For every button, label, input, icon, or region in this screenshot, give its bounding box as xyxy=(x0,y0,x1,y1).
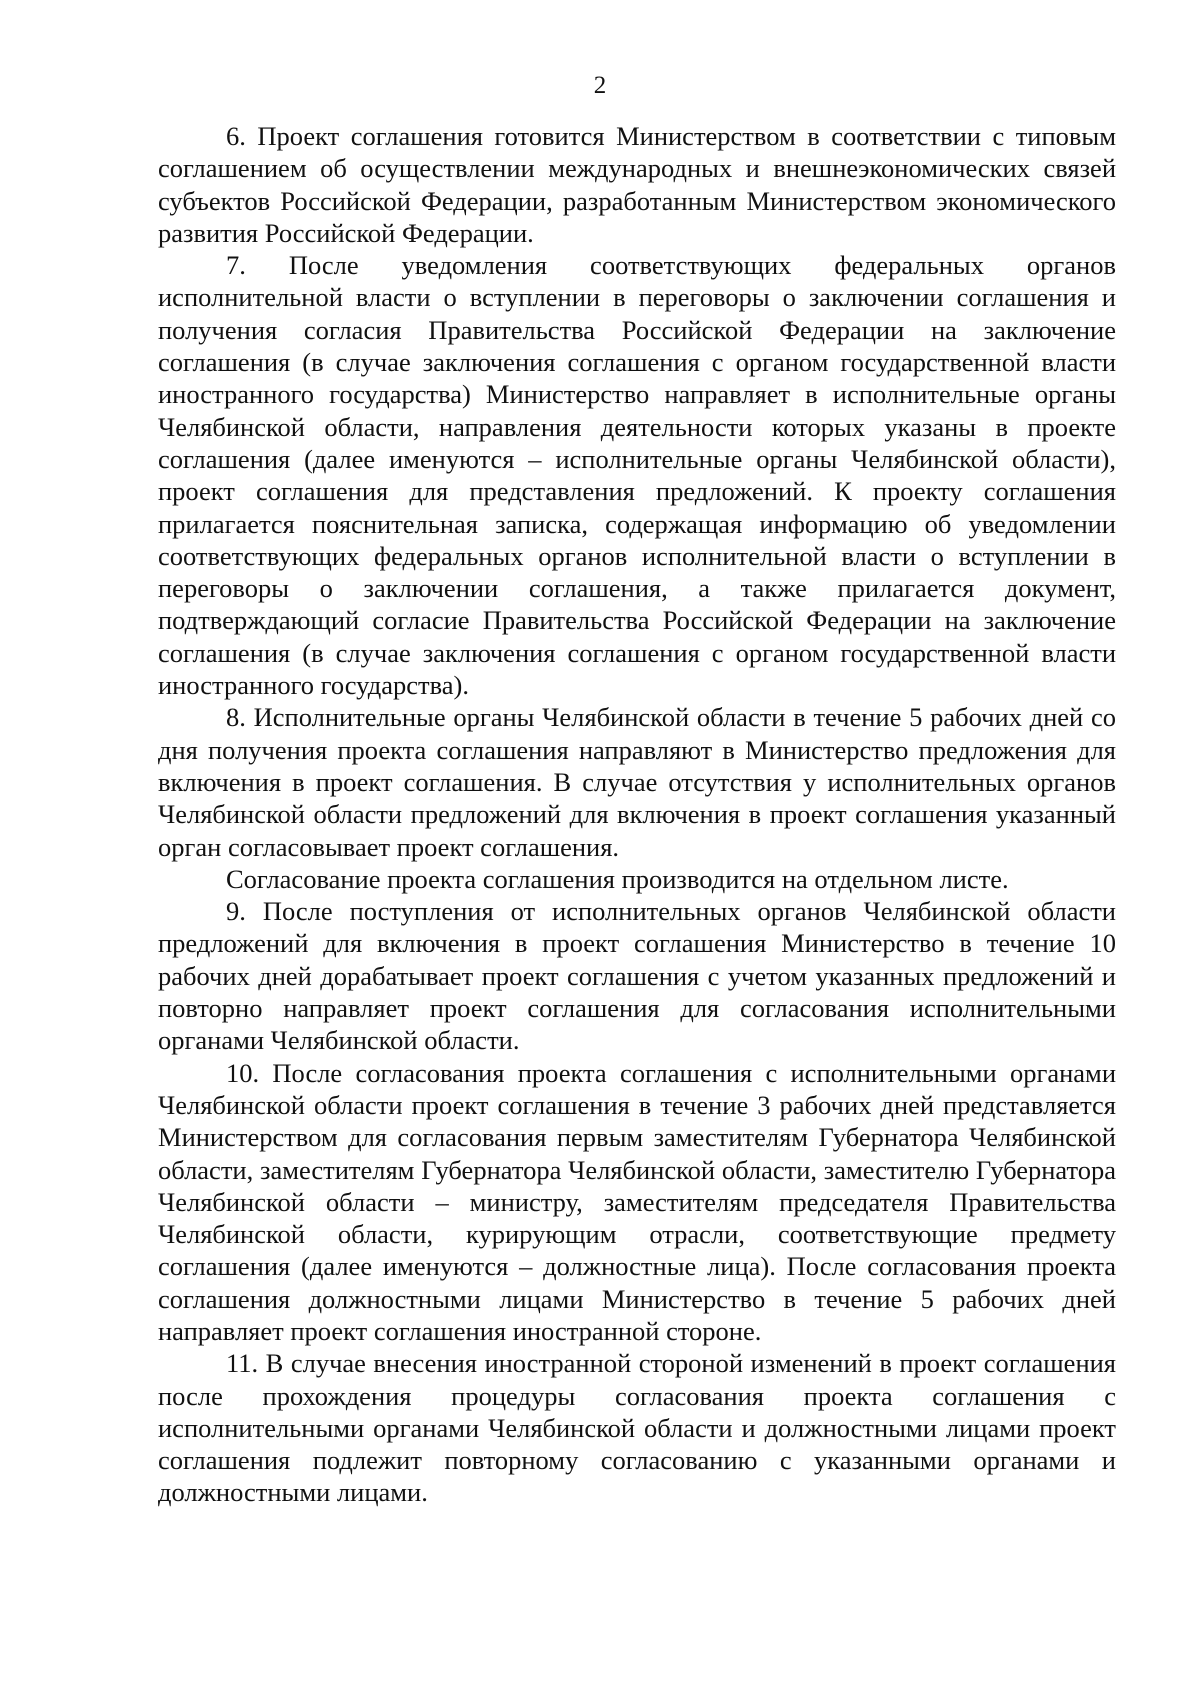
document-body xyxy=(158,120,1116,1509)
paragraph-9: 9. После поступления от исполнительных органов Челябинской области предложений для включения в проект соглашения Министерство в течение 10 рабочих дней дорабатывает проект соглашения с учетом указанных предложений и повторно направляет проект соглашения для согласования исполнительными органами Челябинской области. xyxy=(158,896,1116,1056)
page-number: 2 xyxy=(593,72,607,99)
paragraph-8: 8. Исполнительные органы Челябинской области в течение 5 рабочих дней со дня получения проекта соглашения направляют в Министерство предложения для включения в проект соглашения. В случае отсутствия у исполнительных органов Челябинской области предложений для включения в проект соглашения указанный орган согласовывает проект соглашения. xyxy=(158,702,1116,862)
paragraph-10: 10. После согласования проекта соглашения с исполнительными органами Челябинской области проект соглашения в течение 3 рабочих дней представляется Министерством для согласования первым заместителям Губернатора Челябинской области, заместителям Губернатора Челябинской области, заместителю Губернатора Челябинской области – министру, заместителям председателя Правительства Челябинской области, курирующим отрасли, соответствующие предмету соглашения (далее именуются – должностные лица). После согласования проекта соглашения должностными лицами Министерство в течение 5 рабочих дней направляет проект соглашения иностранной стороне. xyxy=(158,1057,1116,1346)
paragraph-6: 6. Проект соглашения готовится Министерством в соответствии с типовым соглашением об осуществлении международных и внешнеэкономических связей субъектов Российской Федерации, разработанным Министерством экономического развития Российской Федерации. xyxy=(158,121,1116,248)
paragraph-11: 11. В случае внесения иностранной стороной изменений в проект соглашения после прохождения процедуры согласования проекта соглашения с исполнительными органами Челябинской области и должностными лицами проект соглашения подлежит повторному согласованию с указанными органами и должностными лицами. xyxy=(158,1348,1116,1508)
paragraph-8-note: Согласование проекта соглашения производится на отдельном листе. xyxy=(226,863,1009,894)
paragraph-7: 7. После уведомления соответствующих федеральных органов исполнительной власти о вступлении в переговоры о заключении соглашения и получения согласия Правительства Российской Федерации на заключение соглашения (в случае заключения соглашения с органом государственной власти иностранного государства) Министерство направляет в исполнительные органы Челябинской области, направления деятельности которых указаны в проекте соглашения (далее именуются – исполнительные органы Челябинской области), проект соглашения для представления предложений. К проекту соглашения прилагается пояснительная записка, содержащая информацию об уведомлении соответствующих федеральных органов исполнительной власти о вступлении в переговоры о заключении соглашения, а также прилагается документ, подтверждающий согласие Правительства Российской Федерации на заключение соглашения (в случае заключения соглашения с органом государственной власти иностранного государства). xyxy=(158,250,1116,701)
